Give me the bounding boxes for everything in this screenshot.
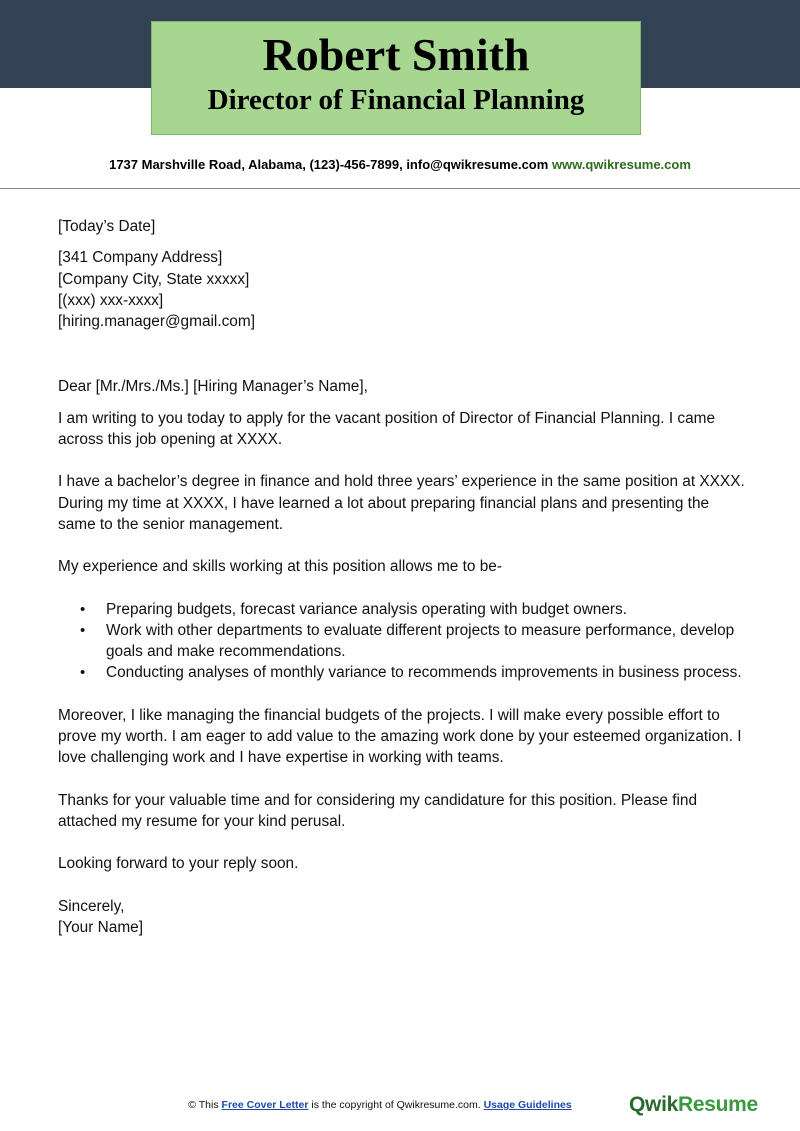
address-line: [(xxx) xxx-xxxx] <box>58 291 164 309</box>
paragraph: I am writing to you today to apply for the vacant position of Director of Financial Planning. I came across this job opening at XXXX. <box>58 409 716 449</box>
website-link[interactable]: www.qwikresume.com <box>551 157 691 172</box>
address-line: [Company City, State xxxxx] <box>58 270 250 288</box>
signoff: Sincerely, <box>58 897 125 915</box>
header-divider <box>0 188 800 189</box>
job-title: Director of Financial Planning <box>207 84 585 116</box>
address-line: [hiring.manager@gmail.com] <box>58 313 255 331</box>
usage-guidelines-link[interactable]: Usage Guidelines <box>483 1099 572 1111</box>
salutation: Dear [Mr./Mrs./Ms.] [Hiring Manager’s Name], <box>58 378 368 396</box>
paragraph: My experience and skills working at this position allows me to be- <box>58 558 502 576</box>
footer-middle: is the copyright of Qwikresume.com. <box>311 1099 481 1111</box>
address-line: [341 Company Address] <box>58 249 223 267</box>
name-title-box <box>151 21 641 135</box>
qwikresume-logo <box>629 1093 758 1117</box>
free-cover-letter-link[interactable]: Free Cover Letter <box>221 1099 309 1111</box>
signature: [Your Name] <box>58 918 143 936</box>
letter-date: [Today’s Date] <box>58 218 156 235</box>
paragraph: Thanks for your valuable time and for considering my candidature for this position. Please find attached my resume for your kind perusal. <box>58 791 698 830</box>
contact-details: 1737 Marshville Road, Alabama, (123)-456-7899, info@qwikresume.com <box>109 157 549 172</box>
skills-list <box>58 599 748 684</box>
paragraph: Looking forward to your reply soon. <box>58 855 299 873</box>
paragraph: I have a bachelor’s degree in finance and hold three years’ experience in the same position at XXXX. During my time at XXXX, I have learned a lot about preparing financial plans and presenting the same to the senior management. <box>58 473 745 533</box>
logo-resume: Resume <box>677 1093 758 1116</box>
list-item: • Work with other departments to evaluate different projects to measure performance, develop goals and make recommendations. <box>106 620 748 663</box>
footer-prefix: © This <box>188 1099 219 1111</box>
paragraph: Moreover, I like managing the financial budgets of the projects. I will make every possible effort to prove my worth. I am eager to add value to the amazing work done by your esteemed organization. I love challenging work and I have expertise in working with teams. <box>58 706 742 767</box>
list-item: • Conducting analyses of monthly variance to recommends improvements in business process. <box>106 662 748 683</box>
logo-qwik: Qwik <box>629 1093 678 1116</box>
contact-line <box>0 157 800 172</box>
candidate-name: Robert Smith <box>262 29 530 80</box>
list-item: • Preparing budgets, forecast variance analysis operating with budget owners. <box>106 599 748 620</box>
letter-body <box>58 216 748 938</box>
